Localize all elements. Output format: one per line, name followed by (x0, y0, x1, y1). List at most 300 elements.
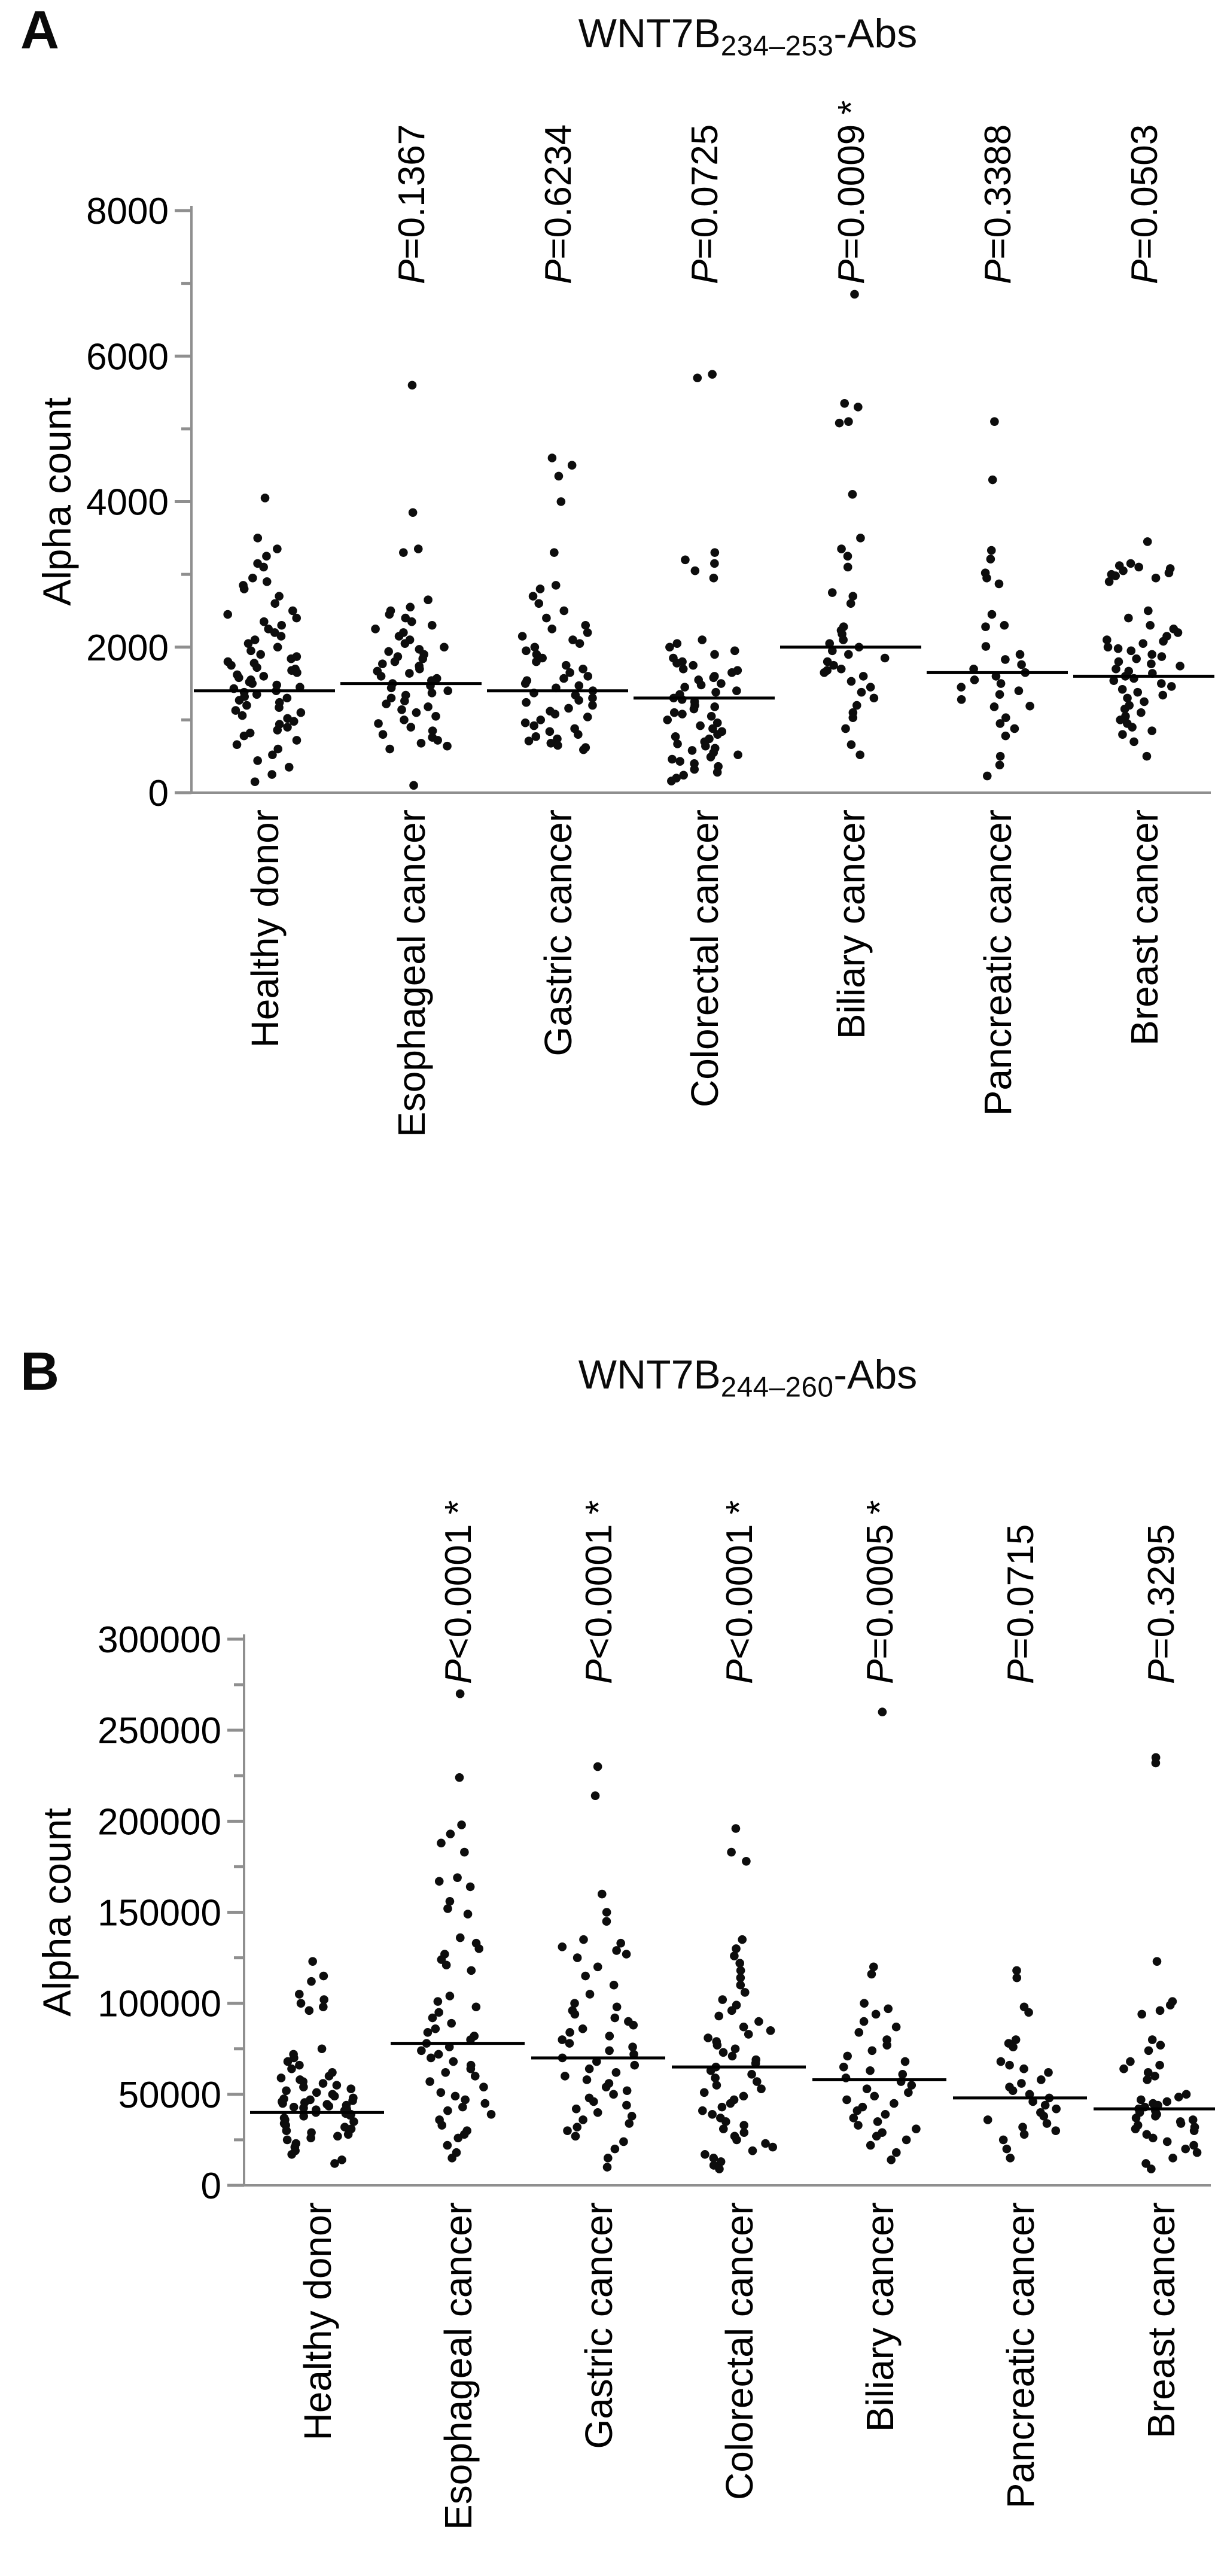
data-point (873, 2117, 882, 2126)
data-point (1143, 537, 1152, 546)
data-point (741, 1988, 750, 1997)
data-point (443, 742, 452, 751)
data-point (319, 2079, 328, 2088)
data-point (277, 621, 286, 630)
category-label: Colorectal cancer (718, 2202, 761, 2500)
data-point (283, 2136, 292, 2145)
data-point (574, 730, 583, 739)
data-point (308, 1957, 317, 1966)
data-point (835, 419, 844, 428)
data-point (287, 2065, 296, 2073)
data-point (710, 650, 719, 659)
data-point (382, 699, 391, 708)
data-point (609, 2090, 618, 2099)
data-point (391, 657, 400, 666)
data-point (882, 2041, 891, 2050)
data-point (1124, 614, 1133, 623)
data-point (453, 2134, 462, 2143)
data-point (406, 723, 415, 732)
data-point (604, 2154, 613, 2163)
y-tick-label: 150000 (98, 1892, 221, 1934)
data-point (1168, 2154, 1177, 2163)
data-point (841, 724, 850, 733)
data-point (668, 755, 677, 764)
data-point (278, 2099, 287, 2108)
data-point (1151, 2112, 1160, 2121)
data-point (428, 621, 437, 630)
data-point (385, 610, 394, 619)
data-point (385, 745, 394, 754)
data-point (548, 453, 557, 462)
data-point (847, 677, 856, 686)
data-point (988, 476, 997, 485)
data-point (1126, 2057, 1135, 2066)
y-tick-label: 4000 (86, 482, 169, 523)
data-point (679, 665, 688, 674)
y-tick-label: 0 (148, 773, 169, 814)
data-point (730, 647, 739, 656)
data-point (431, 2024, 440, 2033)
data-point (730, 1951, 739, 1960)
data-point (1137, 2010, 1146, 2019)
data-point (768, 2143, 777, 2152)
data-point (901, 2057, 910, 2066)
data-point (573, 2123, 581, 2132)
data-point (571, 2010, 580, 2019)
data-point (563, 2126, 572, 2135)
data-point (480, 2099, 489, 2108)
data-point (598, 1890, 607, 1899)
data-point (405, 669, 414, 678)
data-point (487, 2110, 496, 2119)
data-point (304, 2006, 313, 2015)
data-point (267, 770, 276, 779)
data-point (378, 659, 387, 668)
data-point (738, 1935, 747, 1944)
data-point (1177, 2119, 1186, 2128)
data-point (401, 639, 410, 648)
data-point (330, 2159, 339, 2168)
data-point (1134, 563, 1143, 572)
data-point (449, 2057, 458, 2066)
data-point (1118, 730, 1127, 739)
data-point (307, 1977, 316, 1986)
data-point (1104, 643, 1113, 651)
data-point (437, 1839, 446, 1848)
data-point (710, 559, 719, 568)
data-point (846, 599, 855, 608)
data-point (455, 1773, 464, 1782)
data-point (1181, 2145, 1190, 2154)
data-point (1174, 628, 1183, 637)
data-point (371, 625, 380, 634)
data-point (285, 763, 294, 772)
data-point (400, 696, 409, 705)
panel-b-title-subscript: 244–260 (720, 1371, 834, 1403)
data-point (863, 2084, 872, 2093)
data-point (887, 2155, 896, 2164)
data-point (464, 1910, 473, 1919)
data-point (1148, 2035, 1157, 2044)
data-point (435, 1877, 444, 1886)
data-point (732, 2136, 741, 2145)
data-point (295, 1990, 304, 1999)
data-point (1043, 2119, 1052, 2128)
data-point (583, 2075, 592, 2084)
data-point (828, 588, 837, 597)
data-point (711, 2073, 720, 2082)
data-point (629, 2021, 638, 2030)
data-point (277, 632, 286, 641)
panel-b-letter: B (20, 1342, 59, 1402)
data-point (693, 373, 702, 382)
data-point (996, 752, 1005, 761)
data-point (1143, 2075, 1152, 2084)
data-point (619, 2137, 628, 2146)
data-point (892, 2148, 901, 2157)
data-point (1018, 2123, 1027, 2132)
data-point (605, 2032, 614, 2041)
data-point (442, 1960, 451, 1969)
data-point (681, 556, 690, 565)
data-point (872, 2132, 881, 2141)
data-point (479, 2082, 488, 2091)
data-point (1037, 2075, 1046, 2084)
data-point (957, 695, 966, 704)
data-point (1051, 2126, 1060, 2135)
data-point (622, 1950, 631, 1959)
data-point (843, 2052, 852, 2061)
panel-b-title-base: WNT7B (578, 1352, 721, 1397)
data-point (534, 599, 543, 608)
data-point (472, 2002, 481, 2011)
data-point (1149, 2134, 1158, 2143)
data-point (890, 2099, 899, 2108)
data-point (855, 750, 864, 759)
data-point (437, 2121, 446, 2130)
data-point (253, 756, 262, 765)
data-point (550, 548, 559, 557)
data-point (623, 2086, 632, 2095)
p-value-label: P=0.0005* (860, 1500, 901, 1684)
data-point (602, 1917, 611, 1926)
data-point (728, 2052, 737, 2061)
data-point (612, 2068, 621, 2077)
data-point (704, 2033, 712, 2042)
data-point (854, 2028, 863, 2037)
data-point (458, 2103, 467, 2112)
y-tick-label: 2000 (86, 627, 169, 669)
data-point (319, 1972, 328, 1981)
data-point (1137, 708, 1146, 717)
data-point (850, 290, 859, 299)
data-point (1041, 2101, 1050, 2110)
data-point (1162, 2097, 1171, 2106)
data-point (892, 2023, 901, 2032)
data-point (283, 723, 292, 732)
data-point (532, 657, 541, 666)
data-point (709, 574, 718, 583)
data-point (242, 701, 251, 710)
data-point (374, 719, 383, 728)
data-point (521, 718, 530, 727)
data-point (860, 2017, 869, 2026)
data-point (306, 2134, 315, 2143)
data-point (581, 1972, 590, 1981)
data-point (434, 1997, 443, 2006)
data-point (578, 2024, 587, 2033)
data-point (1146, 621, 1155, 630)
data-point (408, 381, 417, 390)
data-point (868, 2046, 877, 2055)
data-point (680, 683, 689, 692)
data-point (282, 2126, 291, 2135)
data-point (593, 1762, 602, 1771)
data-point (837, 544, 846, 553)
data-point (447, 2154, 456, 2163)
category-label: Breast cancer (1123, 809, 1166, 1046)
data-point (854, 2121, 863, 2130)
data-point (675, 757, 684, 766)
data-point (297, 1999, 306, 2008)
data-point (612, 1946, 621, 1955)
data-point (292, 614, 301, 623)
y-axis-title: Alpha count (35, 1808, 79, 2017)
data-point (997, 679, 1006, 688)
p-value-label: P<0.0001* (719, 1500, 760, 1684)
y-tick-label: 8000 (86, 191, 169, 232)
data-point (719, 2048, 728, 2057)
data-point (844, 650, 853, 659)
data-point (1118, 685, 1127, 694)
data-point (673, 639, 682, 648)
data-point (602, 2082, 611, 2091)
data-point (757, 2084, 766, 2093)
data-point (718, 1995, 727, 2004)
data-point (467, 2065, 476, 2073)
data-point (611, 2145, 620, 2154)
data-point (1133, 688, 1142, 697)
data-point (717, 679, 726, 688)
data-point (999, 2136, 1008, 2145)
data-point (1005, 2061, 1014, 2070)
data-point (227, 661, 236, 670)
data-point (1163, 2137, 1172, 2146)
data-point (579, 745, 588, 754)
data-point (610, 1981, 619, 1990)
data-point (878, 1707, 887, 1716)
data-point (1156, 2041, 1165, 2050)
panel-a-title-subscript: 234–253 (720, 30, 834, 62)
data-point (849, 2114, 858, 2123)
y-tick-label: 50000 (118, 2074, 221, 2116)
data-point (690, 765, 699, 774)
data-point (691, 567, 700, 576)
data-point (713, 730, 722, 739)
data-point (708, 2110, 717, 2119)
data-point (867, 1970, 876, 1979)
category-label: Esophageal cancer (437, 2202, 480, 2530)
p-value-label: P=0.0503 (1124, 124, 1165, 284)
data-point (610, 2014, 619, 2023)
data-point (726, 2099, 735, 2108)
data-point (701, 742, 710, 751)
data-point (293, 668, 302, 677)
data-point (837, 665, 846, 674)
data-point (447, 2019, 456, 2028)
data-point (1001, 655, 1010, 664)
data-point (766, 2026, 775, 2035)
data-point (333, 2081, 342, 2090)
data-point (881, 2110, 890, 2119)
data-point (299, 2082, 308, 2091)
data-point (740, 2128, 749, 2137)
p-value-label: P=0.1367 (391, 124, 433, 284)
data-point (443, 2141, 452, 2150)
data-point (982, 574, 991, 583)
data-point (1159, 637, 1168, 646)
data-point (719, 2124, 728, 2133)
data-point (574, 681, 583, 690)
data-point (588, 701, 597, 710)
data-point (912, 2124, 921, 2133)
data-point (715, 2164, 724, 2173)
data-point (698, 635, 707, 644)
data-point (981, 622, 990, 631)
y-tick-label: 300000 (98, 1619, 221, 1661)
data-point (525, 736, 534, 745)
data-point (884, 2004, 893, 2013)
data-point (273, 544, 282, 553)
data-point (857, 688, 866, 697)
data-point (409, 508, 418, 517)
data-point (415, 665, 424, 674)
category-label: Healthy donor (296, 2202, 339, 2441)
data-point (898, 2070, 907, 2079)
y-axis-title: Alpha count (35, 397, 79, 606)
data-point (319, 2002, 328, 2011)
data-point (252, 663, 261, 672)
data-point (957, 683, 966, 692)
data-point (529, 592, 538, 601)
data-point (839, 2063, 848, 2072)
data-point (866, 683, 875, 692)
data-point (970, 675, 979, 684)
data-point (414, 544, 423, 553)
data-point (625, 2119, 634, 2128)
data-point (295, 2061, 304, 2070)
p-value-label: P<0.0001* (438, 1500, 479, 1684)
data-point (585, 2065, 594, 2073)
data-point (1158, 691, 1167, 700)
y-tick-label: 200000 (98, 1801, 221, 1843)
data-point (384, 647, 393, 656)
data-point (522, 698, 531, 707)
data-point (1152, 574, 1161, 583)
data-point (409, 781, 418, 790)
data-point (718, 2103, 727, 2112)
data-point (622, 2101, 631, 2110)
data-point (987, 546, 996, 555)
data-point (330, 2092, 339, 2101)
data-point (446, 1829, 455, 1838)
data-point (522, 647, 531, 656)
data-point (293, 736, 302, 745)
data-point (1165, 568, 1174, 577)
data-point (579, 1935, 588, 1944)
data-point (466, 1883, 475, 1892)
data-point (690, 705, 699, 714)
data-point (555, 472, 564, 481)
data-point (1128, 723, 1137, 732)
data-point (573, 1953, 582, 1962)
data-point (696, 721, 705, 730)
data-point (1140, 698, 1149, 707)
data-point (542, 614, 551, 623)
panel-a-title-suffix: -Abs (833, 11, 918, 56)
data-point (711, 548, 720, 557)
data-point (456, 1689, 465, 1698)
data-point (697, 681, 706, 690)
data-point (1152, 1759, 1161, 1768)
data-point (1131, 2124, 1140, 2133)
data-point (424, 702, 433, 711)
data-point (859, 672, 868, 681)
data-point (707, 753, 715, 762)
data-point (559, 674, 568, 683)
data-point (571, 2132, 580, 2141)
data-point (246, 647, 255, 656)
data-point (460, 1848, 469, 1857)
data-point (988, 610, 997, 619)
data-point (424, 2028, 433, 2037)
data-point (412, 708, 421, 717)
data-point (1003, 2145, 1012, 2154)
data-point (1020, 2130, 1029, 2139)
data-point (840, 399, 849, 408)
data-point (437, 2088, 446, 2097)
data-point (287, 654, 296, 663)
data-point (1126, 559, 1135, 568)
data-point (417, 739, 426, 748)
p-value-label: P=0.0715 (1000, 1524, 1042, 1684)
data-point (443, 1904, 452, 1913)
data-point (346, 2084, 355, 2093)
y-tick-label: 6000 (86, 336, 169, 378)
data-point (248, 679, 257, 688)
data-point (1105, 577, 1114, 586)
data-point (325, 2072, 334, 2081)
data-point (839, 635, 848, 644)
data-point (586, 1990, 595, 1999)
data-point (995, 690, 1004, 699)
data-point (613, 2002, 622, 2011)
data-point (1132, 654, 1141, 663)
p-value-label: P=0.0009* (831, 100, 872, 284)
data-point (820, 668, 829, 677)
data-point (870, 2092, 879, 2101)
data-point (400, 715, 409, 724)
data-point (574, 696, 583, 705)
data-point (1147, 726, 1156, 735)
panel-b-title-suffix: -Abs (833, 1352, 918, 1397)
data-point (732, 1824, 741, 1833)
data-point (1143, 752, 1152, 761)
data-point (583, 628, 592, 637)
data-point (259, 563, 268, 572)
data-point (273, 643, 282, 651)
data-point (996, 719, 1005, 728)
